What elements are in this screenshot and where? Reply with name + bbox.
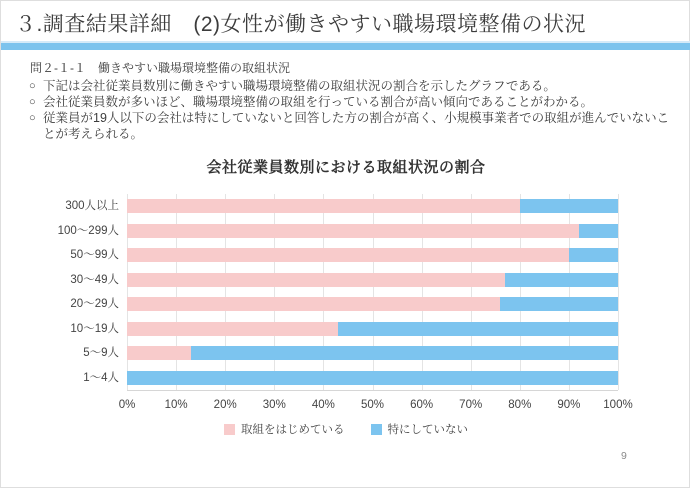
page-title: ３.調査結果詳細 (2)女性が働きやすい職場環境整備の状況 bbox=[15, 13, 586, 36]
x-tick-label: 50% bbox=[360, 399, 385, 411]
gridline bbox=[618, 194, 619, 390]
x-tick-label: 10% bbox=[164, 399, 188, 411]
legend-item bbox=[224, 421, 345, 437]
bar-segment bbox=[127, 297, 500, 311]
bar-row bbox=[127, 273, 618, 287]
category-label: 30〜49人 bbox=[70, 273, 119, 286]
category-label: 5〜9人 bbox=[83, 347, 119, 360]
legend-label: 取組をはじめている bbox=[241, 424, 345, 436]
bullet-text: 会社従業員数が多いほど、職場環境整備の取組を行っている割合が高い傾向であることがわかる。 bbox=[43, 95, 594, 109]
bar-segment bbox=[520, 199, 618, 213]
bar-row bbox=[127, 224, 618, 238]
circle-bullet-icon: ○ bbox=[29, 112, 36, 124]
bar-segment bbox=[127, 224, 579, 238]
bar-segment bbox=[127, 248, 569, 262]
bar-row bbox=[127, 297, 618, 311]
category-label: 10〜19人 bbox=[70, 322, 119, 335]
bullet-item bbox=[29, 78, 673, 94]
x-tick-label: 80% bbox=[508, 399, 532, 411]
circle-bullet-icon: ○ bbox=[29, 80, 36, 92]
category-label: 300人以上 bbox=[65, 200, 119, 213]
category-label: 50〜99人 bbox=[70, 249, 119, 262]
legend-label: 特にしていない bbox=[387, 424, 468, 436]
bar-segment bbox=[127, 273, 505, 287]
bar-segment bbox=[127, 346, 191, 360]
bar-segment bbox=[500, 297, 618, 311]
bar-row bbox=[127, 371, 618, 385]
bar-row bbox=[127, 322, 618, 336]
x-tick-label: 90% bbox=[557, 399, 581, 411]
category-label: 20〜29人 bbox=[70, 298, 119, 311]
bar-segment bbox=[569, 248, 618, 262]
chart-plot-area bbox=[127, 194, 618, 391]
bullet-item bbox=[29, 110, 673, 142]
bar-segment bbox=[338, 322, 618, 336]
legend-swatch-icon bbox=[371, 424, 382, 435]
legend-swatch-icon bbox=[224, 424, 235, 435]
header-accent-stripe bbox=[1, 41, 690, 50]
bar-segment bbox=[579, 224, 618, 238]
x-tick-label: 100% bbox=[603, 399, 633, 411]
bar-row bbox=[127, 346, 618, 360]
bullet-text: 従業員が19人以下の会社は特にしていないと回答した方の割合が高く、小規模事業者での取組が進んでいないことが考えられる。 bbox=[43, 111, 670, 141]
bar-row bbox=[127, 199, 618, 213]
x-tick-label: 70% bbox=[459, 399, 483, 411]
bar-segment bbox=[191, 346, 618, 360]
bar-segment bbox=[127, 322, 338, 336]
chart-title: 会社従業員数別における取組状況の割合 bbox=[206, 159, 486, 176]
x-tick-label: 60% bbox=[410, 399, 434, 411]
chart-legend bbox=[31, 421, 661, 437]
stacked-bar-chart bbox=[31, 156, 661, 448]
bullet-text: 下記は会社従業員数別に働きやすい職場環境整備の取組状況の割合を示したグラフである。 bbox=[43, 79, 556, 93]
bullet-item bbox=[29, 94, 673, 110]
x-tick-label: 30% bbox=[262, 399, 286, 411]
category-label: 1〜4人 bbox=[83, 371, 119, 384]
circle-bullet-icon: ○ bbox=[29, 96, 36, 108]
bar-row bbox=[127, 248, 618, 262]
x-tick-label: 0% bbox=[118, 399, 136, 411]
page-number: 9 bbox=[621, 450, 627, 462]
bar-segment bbox=[505, 273, 618, 287]
bar-segment bbox=[127, 371, 618, 385]
bar-segment bbox=[127, 199, 520, 213]
category-label: 100〜299人 bbox=[57, 224, 119, 237]
legend-item bbox=[371, 421, 469, 437]
x-tick-label: 20% bbox=[213, 399, 237, 411]
x-tick-label: 40% bbox=[311, 399, 335, 411]
bullet-list bbox=[29, 78, 673, 142]
question-label: 問２-１-１ 働きやすい職場環境整備の取組状況 bbox=[30, 61, 290, 75]
